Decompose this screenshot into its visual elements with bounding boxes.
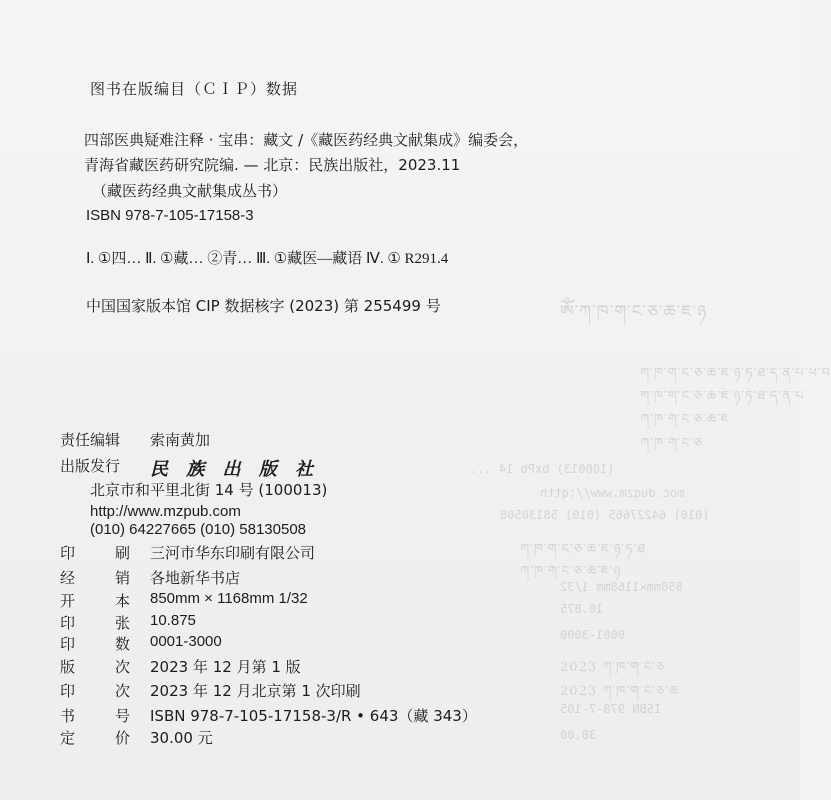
label-char: 经	[60, 569, 76, 587]
ghost-reverse-text: 850mm×1168mm 1/32	[560, 580, 683, 594]
publisher-logo: 民 族 出 版 社	[150, 459, 320, 480]
detail-label	[60, 633, 150, 654]
label-char: 本	[114, 592, 130, 610]
publisher-address: 北京市和平里北街 14 号 (100013)	[90, 481, 328, 499]
ghost-reverse-text: 30.00	[560, 728, 597, 742]
publisher-row	[60, 455, 319, 481]
ghost-reverse-text: (010) 64227665 (010) 58130508	[500, 508, 710, 522]
detail-value: 2023 年 12 月第 1 版	[150, 658, 301, 676]
editor-label: 责任编辑	[60, 431, 121, 449]
detail-label	[60, 612, 150, 633]
detail-value: 30.00 元	[150, 729, 213, 747]
cip-series-line: （藏医药经典文献集成丛书）	[92, 182, 288, 200]
ghost-tibetan-text: ཀ་ཁ་ག་ང་ཅ་ཆ་ཇ་ཉ	[520, 564, 622, 579]
detail-value: 各地新华书店	[150, 569, 241, 587]
detail-label	[60, 680, 150, 701]
detail-label	[60, 656, 150, 677]
cip-verification-number: 中国国家版本馆 CIP 数据核字 (2023) 第 255499 号	[86, 297, 441, 315]
ghost-reverse-text: 0001-3000	[560, 628, 626, 642]
ghost-reverse-text: ISBN 978-7-105	[560, 702, 662, 716]
label-char: 次	[114, 658, 130, 676]
detail-label	[60, 542, 150, 563]
ghost-reverse-text: moc.duqzm.www//:qtth	[540, 486, 685, 500]
ghost-tibetan-text: 2023 ཀ་ཁ་ག་ང་ཅ་ཆ	[560, 684, 680, 699]
detail-row-sheets	[60, 612, 196, 633]
detail-row-price	[60, 727, 213, 748]
label-char: 印	[60, 614, 76, 632]
label-char: 次	[114, 682, 130, 700]
ghost-tibetan-text: 2023 ཀ་ཁ་ག་ང་ཅ	[560, 660, 666, 675]
detail-row-book-number	[60, 705, 477, 726]
label-char: 刷	[114, 544, 130, 562]
detail-label	[60, 590, 150, 611]
detail-row-format	[60, 590, 308, 611]
cip-heading: 图书在版编目（ＣＩＰ）数据	[90, 80, 299, 98]
detail-row-printing	[60, 680, 361, 701]
detail-row-printer	[60, 542, 315, 563]
label-char: 号	[114, 707, 130, 725]
detail-label	[60, 727, 150, 748]
detail-value: 2023 年 12 月北京第 1 次印刷	[150, 682, 361, 700]
label-char: 价	[114, 729, 130, 747]
label-char: 印	[60, 682, 76, 700]
detail-value: 10.875	[150, 612, 196, 629]
publisher-phone: (010) 64227665 (010) 58130508	[90, 521, 307, 538]
label-char: 开	[60, 592, 76, 610]
detail-row-distributor	[60, 567, 240, 588]
label-char: 版	[60, 658, 76, 676]
cip-title-line: 四部医典疑难注释 · 宝串：藏文 /《藏医药经典文献集成》编委会，	[84, 131, 529, 149]
publisher-label: 出版发行	[60, 457, 121, 475]
label-char: 数	[114, 635, 130, 653]
cip-classification: Ⅰ. ①四… Ⅱ. ①藏… ②青… Ⅲ. ①藏医—藏语 Ⅳ. ① R291.4	[86, 251, 449, 267]
detail-value: 三河市华东印刷有限公司	[150, 544, 316, 562]
label-char: 书	[60, 707, 76, 725]
ghost-tibetan-text: ཀ་ཁ་ག་ང་ཅ་ཆ་ཇ་ཉ་ཏ་ཐ་ད་ན་པ་ཕ་བ	[640, 366, 831, 381]
editor-value: 索南黄加	[150, 431, 211, 449]
publisher-website: http://www.mzpub.com	[90, 503, 241, 520]
detail-value: 850mm × 1168mm 1/32	[150, 590, 308, 607]
detail-value: ISBN 978-7-105-17158-3/R • 643（藏 343）	[150, 707, 477, 725]
ghost-reverse-text: (100013) bxPb 14 ...	[470, 462, 615, 476]
ghost-tibetan-text: ཀ་ཁ་ག་ང་ཅ་ཆ་ཇ་ཉ་ཏ་ཐ	[520, 542, 647, 557]
label-char: 印	[60, 544, 76, 562]
label-char: 定	[60, 729, 76, 747]
cip-publisher-line: 青海省藏医药研究院编. — 北京：民族出版社，2023.11	[84, 156, 461, 174]
detail-row-edition	[60, 656, 301, 677]
label-char: 销	[114, 569, 130, 587]
detail-label	[60, 567, 150, 588]
detail-row-copies	[60, 633, 222, 654]
ghost-tibetan-text: ཀ་ཁ་ག་ང་ཅ	[640, 436, 704, 451]
ghost-tibetan-text: ཀ་ཁ་ག་ང་ཅ་ཆ་ཇ	[640, 412, 730, 427]
label-char: 张	[114, 614, 130, 632]
ghost-tibetan-text: ཀ་ཁ་ག་ང་ཅ་ཆ་ཇ་ཉ་ཏ་ཐ་ད་ན་པ	[640, 389, 805, 404]
ghost-reverse-text: 10.875	[560, 602, 604, 616]
detail-value: 0001-3000	[150, 633, 222, 650]
editor-row	[60, 429, 210, 450]
ghost-tibetan-text: ༀ་ཀ་ཁ་ག་ང་ཅ་ཆ་ཇ་ཉ	[560, 302, 708, 322]
label-char: 印	[60, 635, 76, 653]
detail-label	[60, 705, 150, 726]
cip-isbn: ISBN 978-7-105-17158-3	[86, 207, 254, 224]
